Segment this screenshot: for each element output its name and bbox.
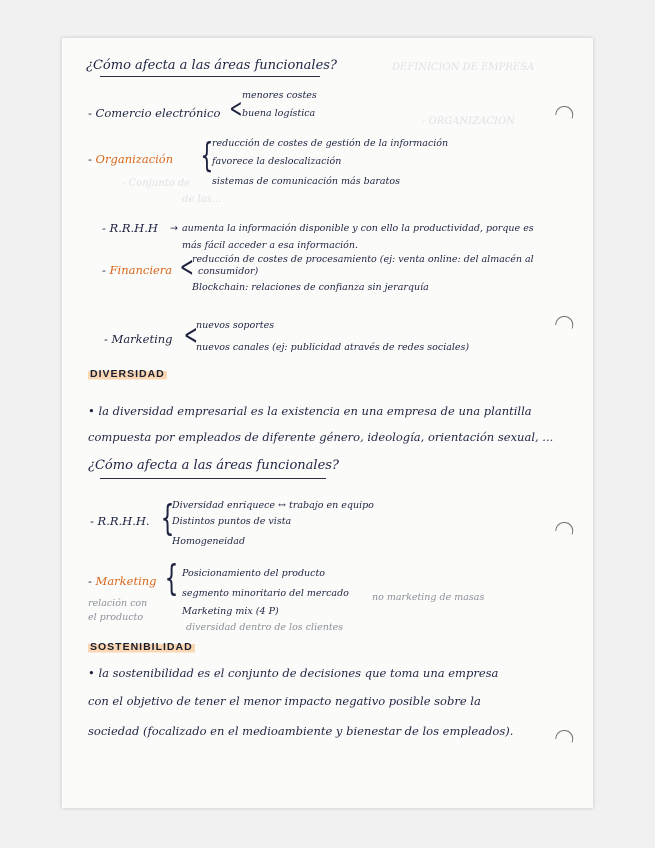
div-marketing-label: - Marketing [88,574,157,588]
bleed-through-text: de las... [182,194,222,205]
div-marketing-note: no marketing de masas [372,592,485,603]
marketing-label: - Marketing [104,332,173,346]
rrhh-label: - R.R.H.H [102,221,158,235]
diversidad-heading: DIVERSIDAD [90,368,165,380]
sostenibilidad-text: • la sostenibilidad es el conjunto de decisiones que toma una empresa [88,666,499,680]
div-marketing-item: Posicionamiento del producto [182,568,326,579]
binder-hole [555,520,575,535]
organizacion-item: sistemas de comunicación más baratos [212,176,400,187]
div-marketing-note: diversidad dentro de los clientes [186,622,344,633]
div-rrhh-label: - R.R.H.H. [90,514,150,528]
bleed-through-text: - ORGANIZACIÓN [422,116,515,127]
financiera-item: Blockchain: relaciones de confianza sin jerarquía [192,282,429,293]
rrhh-line: más fácil acceder a esa información. [182,240,359,251]
comercio-label: - Comercio electrónico [88,106,221,120]
sostenibilidad-text: sociedad (focalizado en el medioambiente y bienestar de los empleados). [88,724,514,738]
marketing-item: nuevos soportes [196,320,275,331]
comercio-item: menores costes [242,90,317,101]
financiera-label: - Financiera [102,263,173,277]
div-rrhh-item: Diversidad enriquece ↔ trabajo en equipo [172,500,374,511]
organizacion-item: favorece la deslocalización [212,156,342,167]
rrhh-arrow: → [170,223,178,234]
div-marketing-side-note: relación con [88,598,148,609]
bleed-through-text: - Conjunto de [122,178,191,189]
div-rrhh-item: Homogeneidad [172,536,246,547]
financiera-word: Financiera [109,263,173,277]
marketing-item: nuevos canales (ej: publicidad através de redes sociales) [196,342,470,353]
organizacion-item: reducción de costes de gestión de la información [212,138,449,149]
financiera-item: reducción de costes de procesamiento (ej: venta online: del almacén al [192,254,534,265]
diversidad-question: ¿Cómo afecta a las áreas funcionales? [88,458,339,473]
brace-icon: < [229,94,243,124]
div-marketing-item: Marketing mix (4 P) [182,606,279,617]
div-marketing-item: segmento minoritario del mercado [182,588,349,599]
question-underline [100,76,320,77]
bleed-through-text: DEFINICIÓN DE EMPRESA [392,62,535,73]
div-rrhh-item: Distintos puntos de vista [172,516,292,527]
organizacion-word: Organización [95,152,174,166]
binder-hole [555,728,575,743]
binder-hole [555,104,575,119]
marketing-word: Marketing [95,574,157,588]
diversidad-definition: • la diversidad empresarial es la existencia en una empresa de una plantilla [88,404,532,418]
question-underline [100,478,326,479]
organizacion-label: - Organización [88,152,174,166]
brace-icon: { [200,136,214,176]
brace-icon: { [160,498,175,539]
financiera-item: consumidor) [198,266,259,277]
section-question: ¿Cómo afecta a las áreas funcionales? [86,58,337,73]
diversidad-definition: compuesta por empleados de diferente género, ideología, orientación sexual, ... [88,430,554,444]
brace-icon: { [164,558,179,599]
rrhh-line: aumenta la información disponible y con ello la productividad, porque es [182,223,534,234]
binder-hole [555,314,575,329]
div-marketing-side-note: el producto [88,612,144,623]
comercio-item: buena logística [242,108,316,119]
notebook-page [62,38,593,808]
sostenibilidad-heading: SOSTENIBILIDAD [90,641,193,653]
sostenibilidad-text: con el objetivo de tener el menor impacto negativo posible sobre la [88,694,481,708]
brace-icon: < [183,318,198,351]
brace-icon: < [179,250,194,283]
